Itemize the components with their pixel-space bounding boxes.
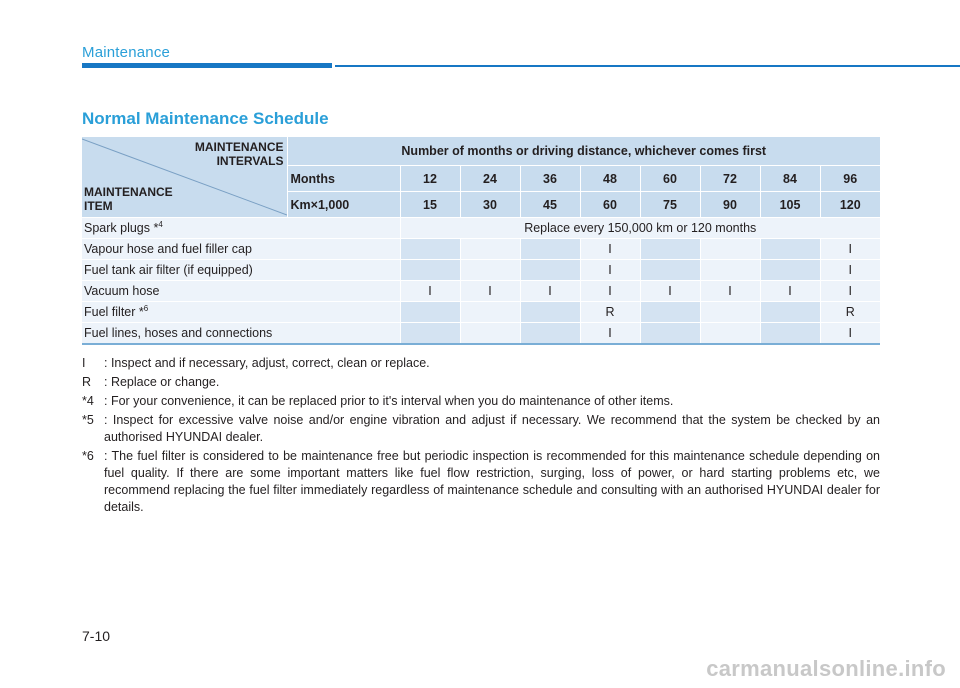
schedule-cell [460, 239, 520, 260]
note-item [82, 393, 880, 410]
header-rule-thin [335, 65, 960, 67]
table-row [82, 218, 880, 239]
km-cell: 105 [760, 192, 820, 218]
note-item [82, 448, 880, 516]
schedule-cell [760, 239, 820, 260]
table-corner-header [82, 137, 287, 218]
km-cell: 120 [820, 192, 880, 218]
schedule-cell: I [580, 260, 640, 281]
schedule-cell: I [520, 281, 580, 302]
schedule-cell: R [580, 302, 640, 323]
schedule-cell [460, 302, 520, 323]
spark-plug-interval: Replace every 150,000 km or 120 months [400, 218, 880, 239]
schedule-cell [520, 323, 580, 345]
schedule-cell: I [820, 260, 880, 281]
item-name: Fuel tank air filter (if equipped) [82, 260, 400, 281]
schedule-cell [760, 302, 820, 323]
schedule-cell: I [700, 281, 760, 302]
table-row [82, 260, 880, 281]
schedule-cell [460, 323, 520, 345]
legend-notes [82, 355, 880, 518]
schedule-cell [640, 239, 700, 260]
km-cell: 60 [580, 192, 640, 218]
schedule-cell [700, 260, 760, 281]
month-cell: 48 [580, 166, 640, 192]
month-cell: 84 [760, 166, 820, 192]
schedule-cell [760, 323, 820, 345]
corner-intervals-label: MAINTENANCE INTERVALS [194, 140, 284, 168]
note-key: R [82, 375, 92, 389]
month-cell: 96 [820, 166, 880, 192]
schedule-cell [460, 260, 520, 281]
schedule-cell [640, 323, 700, 345]
note-text: : Inspect for excessive valve noise and/or engine vibration and adjust if necessary. We recommend that the system be checked by an authorised HYUNDAI dealer. [104, 413, 880, 444]
table-row [82, 239, 880, 260]
km-cell: 30 [460, 192, 520, 218]
month-cell: 72 [700, 166, 760, 192]
note-key: *6 [82, 449, 94, 463]
schedule-cell: I [400, 281, 460, 302]
interval-header: Number of months or driving distance, whichever comes first [287, 137, 880, 166]
schedule-cell: R [820, 302, 880, 323]
page-number: 7-10 [82, 628, 111, 644]
schedule-cell [700, 302, 760, 323]
page-title: Normal Maintenance Schedule [82, 109, 329, 128]
schedule-cell: I [640, 281, 700, 302]
schedule-cell: I [580, 323, 640, 345]
note-key: I [82, 356, 86, 370]
note-item [82, 374, 880, 391]
schedule-cell [400, 302, 460, 323]
schedule-cell [520, 302, 580, 323]
schedule-cell [400, 323, 460, 345]
schedule-cell [400, 239, 460, 260]
note-text: : The fuel filter is considered to be maintenance free but periodic inspection is recommended for this maintenance schedule depending on fuel quality. If there are some important matters like fuel flow restriction, surging, loss of power, or hard starting problems etc, we recommend replacing the fuel filter immediately regardless of maintenance schedule and consulting with an authorised HYUNDAI dealer for details. [104, 449, 880, 514]
schedule-cell [520, 239, 580, 260]
schedule-cell: I [580, 239, 640, 260]
schedule-cell: I [460, 281, 520, 302]
watermark: carmanualsonline.info [706, 656, 946, 681]
note-item [82, 355, 880, 372]
month-cell: 36 [520, 166, 580, 192]
schedule-cell: I [820, 323, 880, 345]
corner-item-label: MAINTENANCE ITEM [84, 185, 173, 213]
note-text: : Inspect and if necessary, adjust, correct, clean or replace. [104, 356, 430, 370]
km-cell: 75 [640, 192, 700, 218]
item-name: Fuel filter *$^6$ [82, 302, 400, 323]
item-name: Spark plugs *$^4$ [82, 218, 400, 239]
schedule-cell: I [760, 281, 820, 302]
maintenance-schedule-table [82, 137, 880, 345]
schedule-cell: I [580, 281, 640, 302]
schedule-cell [700, 323, 760, 345]
note-key: *5 [82, 413, 94, 427]
month-cell: 12 [400, 166, 460, 192]
table-row [82, 302, 880, 323]
months-label: Months [287, 166, 400, 192]
schedule-cell [760, 260, 820, 281]
table-row [82, 281, 880, 302]
note-text: : Replace or change. [104, 375, 220, 389]
km-cell: 15 [400, 192, 460, 218]
schedule-cell [640, 302, 700, 323]
item-name: Fuel lines, hoses and connections [82, 323, 400, 345]
note-item [82, 412, 880, 446]
month-cell: 60 [640, 166, 700, 192]
schedule-cell [400, 260, 460, 281]
note-key: *4 [82, 394, 94, 408]
km-label: Km×1,000 [287, 192, 400, 218]
schedule-cell: I [820, 281, 880, 302]
month-cell: 24 [460, 166, 520, 192]
section-label: Maintenance [82, 44, 171, 61]
km-cell: 45 [520, 192, 580, 218]
schedule-cell [640, 260, 700, 281]
item-name: Vacuum hose [82, 281, 400, 302]
schedule-cell [520, 260, 580, 281]
table-row [82, 323, 880, 345]
schedule-cell [700, 239, 760, 260]
note-text: : For your convenience, it can be replaced prior to it's interval when you do maintenance of other items. [104, 394, 674, 408]
km-cell: 90 [700, 192, 760, 218]
schedule-cell: I [820, 239, 880, 260]
item-name: Vapour hose and fuel filler cap [82, 239, 400, 260]
header-rule-thick [82, 63, 332, 68]
